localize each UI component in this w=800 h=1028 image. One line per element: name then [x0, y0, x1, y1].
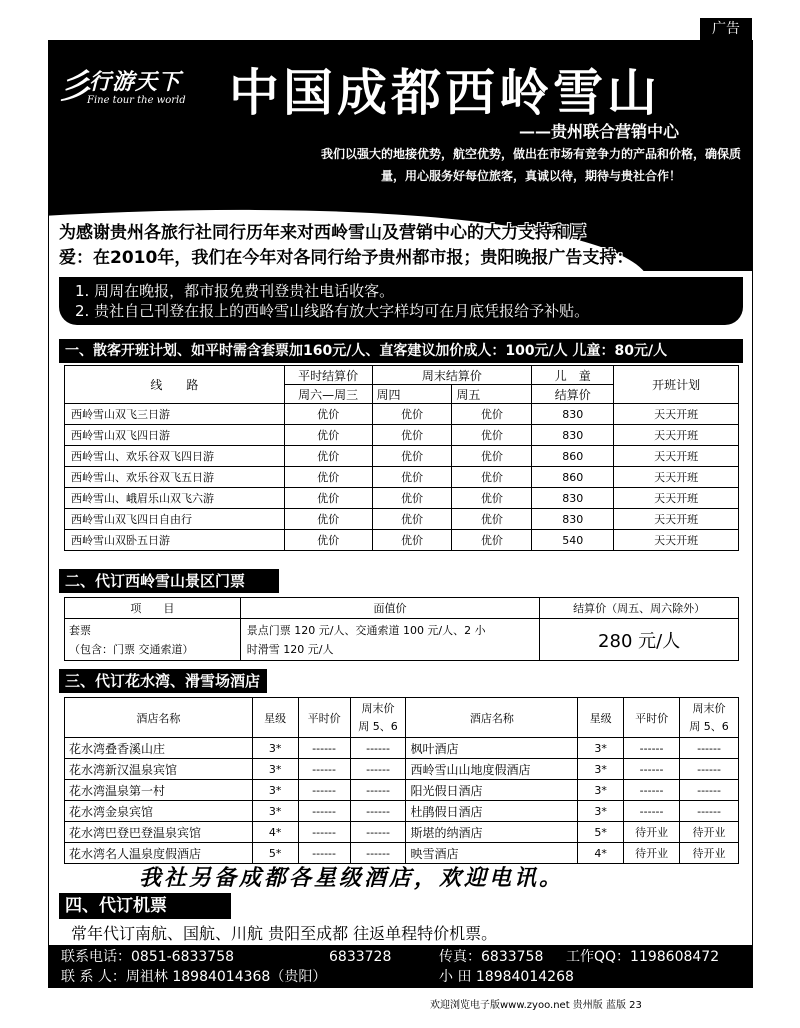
- table-row: [65, 425, 739, 446]
- ticket-table: [64, 597, 739, 661]
- section1-title: 一、散客开班计划、如平时需含套票加160元/人、直客建议加价成人：100元/人 儿童：80元/人: [59, 339, 743, 363]
- hotel-star: 3*: [252, 759, 298, 780]
- section2-title: 二、代订西岭雪山景区门票: [59, 569, 279, 593]
- header-child-sub: 结算价: [532, 385, 614, 404]
- table-row: [65, 738, 739, 759]
- hotel-star: 3*: [578, 801, 624, 822]
- hotel-table: [64, 697, 739, 864]
- header-route: 线 路: [65, 366, 285, 404]
- contact-fax: 传真：6833758: [439, 949, 544, 965]
- price-cell: 优价: [372, 467, 452, 488]
- logo-mark: 彡: [57, 67, 91, 107]
- header-thu: 周四: [372, 385, 452, 404]
- price-cell: 优价: [452, 446, 532, 467]
- header-banner: [49, 41, 753, 271]
- price-cell: 优价: [284, 509, 372, 530]
- route-cell: 西岭雪山双飞四日游: [65, 425, 285, 446]
- table-row: [65, 404, 739, 425]
- hotel-weekday-price: ------: [624, 759, 680, 780]
- price-cell: 优价: [284, 425, 372, 446]
- thanks-line-2: 爱：在2010年，我们在今年对各同行给予贵州都市报；贵阳晚报广告支持：: [59, 248, 634, 268]
- hotel-weekday-price: ------: [298, 843, 350, 864]
- hotel-weekday-price: ------: [298, 801, 350, 822]
- ticket-item-cell: [65, 619, 241, 661]
- air-ticket-text: 常年代订南航、国航、川航 贵阳至成都 往返单程特价机票。: [71, 924, 498, 943]
- header-fri: 周五: [452, 385, 532, 404]
- page-title: 中国成都西岭雪山: [229, 64, 661, 122]
- hotel-name: 斯堪的纳酒店: [406, 822, 578, 843]
- tour-schedule-table: [64, 365, 739, 551]
- table-row: [65, 780, 739, 801]
- logo: [57, 59, 227, 115]
- hotel-name: 花水湾叠香溪山庄: [65, 738, 253, 759]
- hotel-weekday-price: ------: [298, 738, 350, 759]
- hotel-weekend-price: ------: [680, 759, 739, 780]
- weekend-sub-label: 周 5、6: [689, 719, 729, 733]
- hotel-name: 花水湾名人温泉度假酒店: [65, 843, 253, 864]
- header-hotel-name-left: 酒店名称: [65, 698, 253, 738]
- hotel-name: 阳光假日酒店: [406, 780, 578, 801]
- contact-phone-2: 6833728: [329, 949, 392, 965]
- header-child: 儿 童: [532, 366, 614, 385]
- weekend-label: 周末价: [361, 701, 395, 715]
- hotel-star: 3*: [578, 780, 624, 801]
- ticket-item-name: 套票: [69, 623, 91, 637]
- hotel-name: 枫叶酒店: [406, 738, 578, 759]
- price-cell: 优价: [452, 425, 532, 446]
- price-cell: 优价: [452, 467, 532, 488]
- hotel-name: 花水湾金泉宾馆: [65, 801, 253, 822]
- hotel-name: 花水湾温泉第一村: [65, 780, 253, 801]
- route-cell: 西岭雪山双卧五日游: [65, 530, 285, 551]
- plan-cell: 天天开班: [614, 404, 739, 425]
- hotel-weekend-price: ------: [350, 801, 406, 822]
- intro-text: 我们以强大的地接优势，航空优势，做出在市场有竞争力的产品和价格，确保质量，用心服务好每位旅客，真诚以待，期待与贵社合作！: [321, 147, 742, 183]
- weekend-label: 周末价: [692, 701, 726, 715]
- table-row: [65, 509, 739, 530]
- price-cell: 优价: [284, 446, 372, 467]
- section4-title: 四、代订机票: [59, 893, 231, 919]
- contact-bar: [49, 945, 753, 988]
- route-cell: 西岭雪山双飞四日自由行: [65, 509, 285, 530]
- plan-cell: 天天开班: [614, 467, 739, 488]
- hotel-weekend-price: ------: [350, 843, 406, 864]
- hotel-star: 4*: [578, 843, 624, 864]
- hotel-name: 映雪酒店: [406, 843, 578, 864]
- header-weekday-right: 平时价: [624, 698, 680, 738]
- child-price-cell: 830: [532, 488, 614, 509]
- hotel-weekend-price: 待开业: [680, 843, 739, 864]
- header-plan: 开班计划: [614, 366, 739, 404]
- price-cell: 优价: [452, 509, 532, 530]
- header-weekday-left: 平时价: [298, 698, 350, 738]
- settle-price: 280 元/人: [540, 619, 739, 661]
- price-cell: 优价: [284, 488, 372, 509]
- table-row: [65, 801, 739, 822]
- child-price-cell: 830: [532, 425, 614, 446]
- ad-tag: 广告: [700, 18, 752, 40]
- child-price-cell: 830: [532, 404, 614, 425]
- route-cell: 西岭雪山、欢乐谷双飞五日游: [65, 467, 285, 488]
- page-footer: 欢迎浏览电子版www.zyoo.net 贵州版 蓝版 23: [430, 1000, 642, 1011]
- price-cell: 优价: [372, 404, 452, 425]
- plan-cell: 天天开班: [614, 509, 739, 530]
- hotel-name: 花水湾新汉温泉宾馆: [65, 759, 253, 780]
- hotel-star: 3*: [578, 738, 624, 759]
- hotel-star: 3*: [252, 780, 298, 801]
- plan-cell: 天天开班: [614, 425, 739, 446]
- route-cell: 西岭雪山双飞三日游: [65, 404, 285, 425]
- hotel-weekend-price: 待开业: [680, 822, 739, 843]
- hotel-weekday-price: ------: [298, 780, 350, 801]
- logo-slogan: Fine tour the world: [87, 95, 186, 106]
- hotel-star: 3*: [252, 801, 298, 822]
- plan-cell: 天天开班: [614, 446, 739, 467]
- table-row: [65, 530, 739, 551]
- child-price-cell: 860: [532, 467, 614, 488]
- price-cell: 优价: [452, 404, 532, 425]
- table-row: [65, 446, 739, 467]
- hotel-weekend-price: ------: [680, 801, 739, 822]
- header-star-left: 星级: [252, 698, 298, 738]
- face-value-line-1: 景点门票 120 元/人、交通索道 100 元/人、2 小: [246, 623, 486, 637]
- plan-cell: 天天开班: [614, 488, 739, 509]
- child-price-cell: 540: [532, 530, 614, 551]
- weekend-sub-label: 周 5、6: [358, 719, 398, 733]
- route-cell: 西岭雪山、峨眉乐山双飞六游: [65, 488, 285, 509]
- hotel-weekday-price: 待开业: [624, 843, 680, 864]
- contact-person: 联 系 人：周祖林 18984014368（贵阳）: [61, 969, 327, 985]
- header-face-value: 面值价: [240, 598, 540, 619]
- hotel-star: 3*: [252, 738, 298, 759]
- note-1: 1. 周周在晚报，都市报免费刊登贵社电话收客。: [75, 282, 395, 300]
- plan-cell: 天天开班: [614, 530, 739, 551]
- table-row: [65, 488, 739, 509]
- price-cell: 优价: [372, 509, 452, 530]
- header-weekend: 周末结算价: [372, 366, 532, 385]
- price-cell: 优价: [372, 488, 452, 509]
- hotel-name: 西岭雪山山地度假酒店: [406, 759, 578, 780]
- price-cell: 优价: [372, 530, 452, 551]
- route-cell: 西岭雪山、欢乐谷双飞四日游: [65, 446, 285, 467]
- hotel-star: 5*: [252, 843, 298, 864]
- table-row: [65, 822, 739, 843]
- hotel-weekend-price: ------: [350, 738, 406, 759]
- thanks-text: [59, 221, 749, 271]
- contact-qq: 工作QQ：1198608472: [566, 949, 720, 965]
- price-cell: 优价: [452, 488, 532, 509]
- note-2: 2. 贵社自己刊登在报上的西岭雪山线路有放大字样均可在月底凭报给予补贴。: [75, 302, 590, 320]
- hotel-weekday-price: 待开业: [624, 822, 680, 843]
- contact-phone: 联系电话：0851-6833758: [61, 949, 235, 965]
- header-star-right: 星级: [578, 698, 624, 738]
- child-price-cell: 830: [532, 509, 614, 530]
- hotel-weekday-price: ------: [624, 738, 680, 759]
- header-item: 项 目: [65, 598, 241, 619]
- header-weekend-right: [680, 698, 739, 738]
- thanks-line-1: 为感谢贵州各旅行社同行历年来对西岭雪山及营销中心的大力支持和厚: [59, 223, 586, 243]
- price-cell: 优价: [284, 530, 372, 551]
- hotel-star: 4*: [252, 822, 298, 843]
- hotel-weekend-price: ------: [350, 759, 406, 780]
- section3-title: 三、代订花水湾、滑雪场酒店: [59, 669, 267, 693]
- price-cell: 优价: [284, 467, 372, 488]
- header-hotel-name-right: 酒店名称: [406, 698, 578, 738]
- page-subtitle: ——贵州联合营销中心: [519, 122, 680, 141]
- header-weekend-left: [350, 698, 406, 738]
- price-cell: 优价: [452, 530, 532, 551]
- price-cell: 优价: [372, 446, 452, 467]
- contact-person-2: 小 田 18984014268: [439, 969, 574, 985]
- hotel-weekend-price: ------: [680, 738, 739, 759]
- price-cell: 优价: [372, 425, 452, 446]
- hotel-weekend-price: ------: [350, 822, 406, 843]
- hotel-star: 3*: [578, 759, 624, 780]
- table-row: [65, 759, 739, 780]
- table-row: [65, 467, 739, 488]
- ticket-item-detail: （包含：门票 交通索道）: [69, 642, 194, 656]
- face-value-line-2: 时滑雪 120 元/人: [246, 642, 334, 656]
- ticket-face-cell: [240, 619, 540, 661]
- hotel-weekday-price: ------: [624, 801, 680, 822]
- notes-box: [59, 277, 743, 325]
- hotel-star: 5*: [578, 822, 624, 843]
- logo-text: 行游天下: [89, 70, 182, 95]
- hotel-weekend-price: ------: [680, 780, 739, 801]
- hotel-weekday-price: ------: [298, 822, 350, 843]
- hotel-weekend-price: ------: [350, 780, 406, 801]
- hotel-weekday-price: ------: [298, 759, 350, 780]
- hotel-name: 杜鹃假日酒店: [406, 801, 578, 822]
- header-weekday-sub: 周六—周三: [284, 385, 372, 404]
- price-cell: 优价: [284, 404, 372, 425]
- hotel-weekday-price: ------: [624, 780, 680, 801]
- advertisement-frame: [48, 40, 753, 988]
- hotel-name: 花水湾巴登巴登温泉宾馆: [65, 822, 253, 843]
- hotel-slogan: 我社另备成都各星级酒店，欢迎电讯。: [139, 866, 565, 891]
- header-settle-price: 结算价（周五、周六除外）: [540, 598, 739, 619]
- header-weekday: 平时结算价: [284, 366, 372, 385]
- child-price-cell: 860: [532, 446, 614, 467]
